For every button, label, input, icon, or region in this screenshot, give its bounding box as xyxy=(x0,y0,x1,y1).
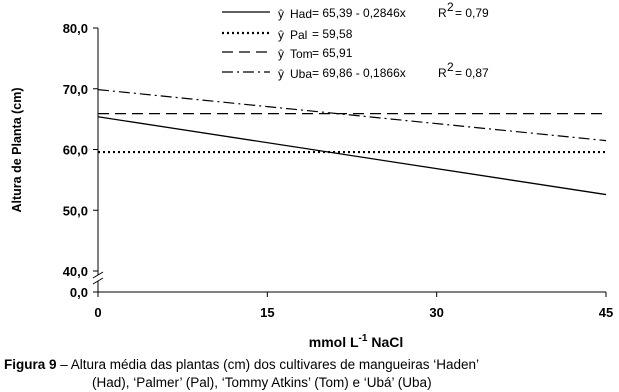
legend-equation: = 65,39 - 0,2846x xyxy=(312,6,406,20)
series-lines xyxy=(98,90,606,195)
y-tick-label: 40,0 xyxy=(62,264,88,279)
y-origin-label: 0,0 xyxy=(69,285,88,300)
legend-series-name: Pal xyxy=(290,28,308,42)
x-axis-title-superscript: -1 xyxy=(358,333,368,344)
x-tick-label: 0 xyxy=(94,305,102,320)
y-tick-label: 60,0 xyxy=(62,142,88,158)
y-axis xyxy=(63,21,103,300)
legend-equation: = 59,58 xyxy=(312,27,353,41)
x-axis xyxy=(94,292,613,320)
legend-r2-superscript: 2 xyxy=(447,0,454,14)
legend-series-name: Had xyxy=(290,7,313,21)
series-line-had xyxy=(98,117,606,195)
legend-yhat-symbol: ŷ xyxy=(278,67,284,81)
x-axis-title-main: mmol L xyxy=(308,334,359,350)
y-axis-title: Altura de Planta (cm) xyxy=(10,87,24,213)
legend-yhat-symbol: ŷ xyxy=(278,7,284,21)
y-tick-label: 70,0 xyxy=(62,81,88,97)
x-axis-title-suffix: NaCl xyxy=(367,334,404,350)
y-tick-label: 80,0 xyxy=(62,21,88,36)
caption-text-1: – Altura média das plantas (cm) dos cultivares de mangueiras ‘Haden’ xyxy=(56,357,479,372)
x-tick-label: 30 xyxy=(429,305,444,320)
legend xyxy=(222,0,489,81)
legend-equation: = 65,91 xyxy=(312,46,353,60)
legend-r2-label: R xyxy=(438,66,447,80)
caption-line-1 xyxy=(4,356,619,374)
figure-caption xyxy=(4,356,619,392)
legend-r2-superscript: 2 xyxy=(447,60,454,74)
legend-yhat-symbol: ŷ xyxy=(278,47,284,61)
legend-yhat-symbol: ŷ xyxy=(278,28,284,42)
x-tick-label: 45 xyxy=(598,305,614,320)
y-tick-label: 50,0 xyxy=(62,203,88,219)
legend-r2-label: R xyxy=(438,6,447,20)
legend-r2-value: = 0,87 xyxy=(455,66,489,80)
x-tick-label: 15 xyxy=(260,305,275,320)
legend-series-name: Tom xyxy=(290,47,313,61)
legend-r2-value: = 0,79 xyxy=(455,6,489,20)
caption-line-2: (Had), ‘Palmer’ (Pal), ‘Tommy Atkins’ (Tom) e ‘Ubá’ (Uba) xyxy=(92,375,432,390)
series-line-uba xyxy=(98,90,606,141)
legend-equation: = 69,86 - 0,1866x xyxy=(312,66,406,80)
legend-series-name: Uba xyxy=(290,67,313,81)
x-axis-title xyxy=(309,333,403,350)
caption-label: Figura 9 xyxy=(4,357,57,372)
